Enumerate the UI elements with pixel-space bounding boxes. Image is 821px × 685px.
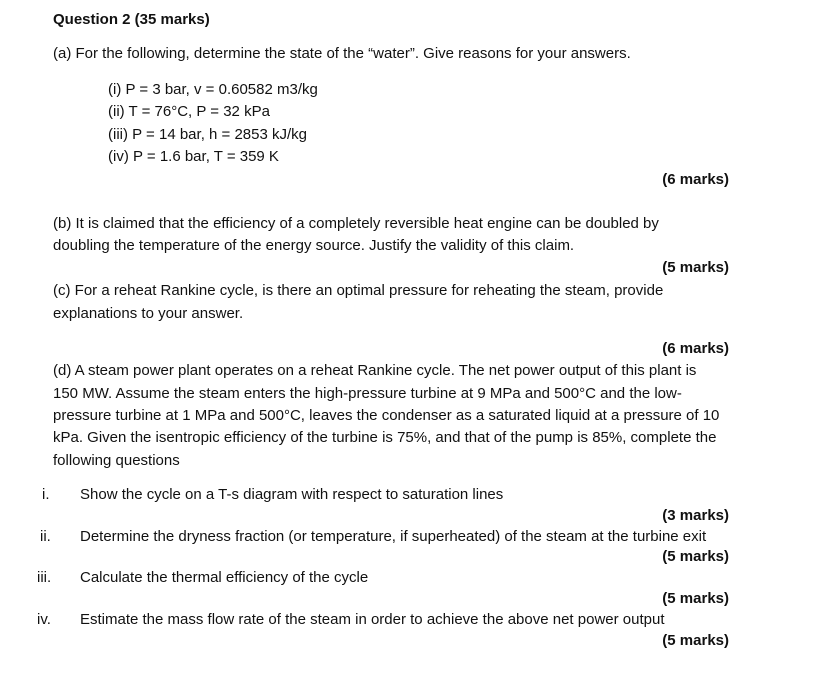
part-a-item-1: (i) P = 3 bar, v = 0.60582 m3/kg bbox=[108, 81, 318, 98]
subquestion-4-text: Estimate the mass flow rate of the steam in order to achieve the above net power output bbox=[80, 611, 665, 628]
part-d-line-3: pressure turbine at 1 MPa and 500°C, leaves the condenser as a saturated liquid at a pressure of 10 bbox=[53, 407, 720, 424]
subquestion-1-numeral: i. bbox=[42, 486, 50, 503]
part-a-marks: (6 marks) bbox=[662, 171, 729, 188]
part-a-item-3: (iii) P = 14 bar, h = 2853 kJ/kg bbox=[108, 126, 308, 143]
part-b-marks: (5 marks) bbox=[662, 259, 729, 276]
part-a-item-2: (ii) T = 76°C, P = 32 kPa bbox=[108, 103, 270, 120]
subquestion-4-numeral: iv. bbox=[37, 611, 51, 628]
part-b-line-2: doubling the temperature of the energy source. Justify the validity of this claim. bbox=[53, 237, 575, 254]
subquestion-3-numeral: iii. bbox=[37, 569, 52, 586]
part-a-intro: (a) For the following, determine the state of the “water”. Give reasons for your answers. bbox=[53, 45, 631, 62]
subquestion-4-marks: (5 marks) bbox=[662, 632, 729, 649]
part-b-line-1: (b) It is claimed that the efficiency of a completely reversible heat engine can be doubled by bbox=[53, 215, 659, 232]
part-c-line-2: explanations to your answer. bbox=[53, 305, 244, 322]
subquestion-3-marks: (5 marks) bbox=[662, 590, 729, 607]
part-c-line-1: (c) For a reheat Rankine cycle, is there an optimal pressure for reheating the steam, provide bbox=[53, 282, 664, 299]
subquestion-2-marks: (5 marks) bbox=[662, 548, 729, 565]
part-c-marks: (6 marks) bbox=[662, 340, 729, 357]
part-d-line-4: kPa. Given the isentropic efficiency of the turbine is 75%, and that of the pump is 85%, complete the bbox=[53, 429, 717, 446]
question-title: Question 2 (35 marks) bbox=[53, 11, 210, 28]
subquestion-2-numeral: ii. bbox=[40, 528, 51, 545]
part-a-item-4: (iv) P = 1.6 bar, T = 359 K bbox=[108, 148, 279, 165]
subquestion-1-marks: (3 marks) bbox=[662, 507, 729, 524]
part-d-line-5: following questions bbox=[53, 452, 180, 469]
subquestion-2-text: Determine the dryness fraction (or temperature, if superheated) of the steam at the turbine exit bbox=[80, 528, 707, 545]
subquestion-3-text: Calculate the thermal efficiency of the cycle bbox=[80, 569, 369, 586]
part-d-line-2: 150 MW. Assume the steam enters the high-pressure turbine at 9 MPa and 500°C and the low- bbox=[53, 385, 682, 402]
part-d-line-1: (d) A steam power plant operates on a reheat Rankine cycle. The net power output of this plant is bbox=[53, 362, 697, 379]
subquestion-1-text: Show the cycle on a T-s diagram with respect to saturation lines bbox=[80, 486, 504, 503]
